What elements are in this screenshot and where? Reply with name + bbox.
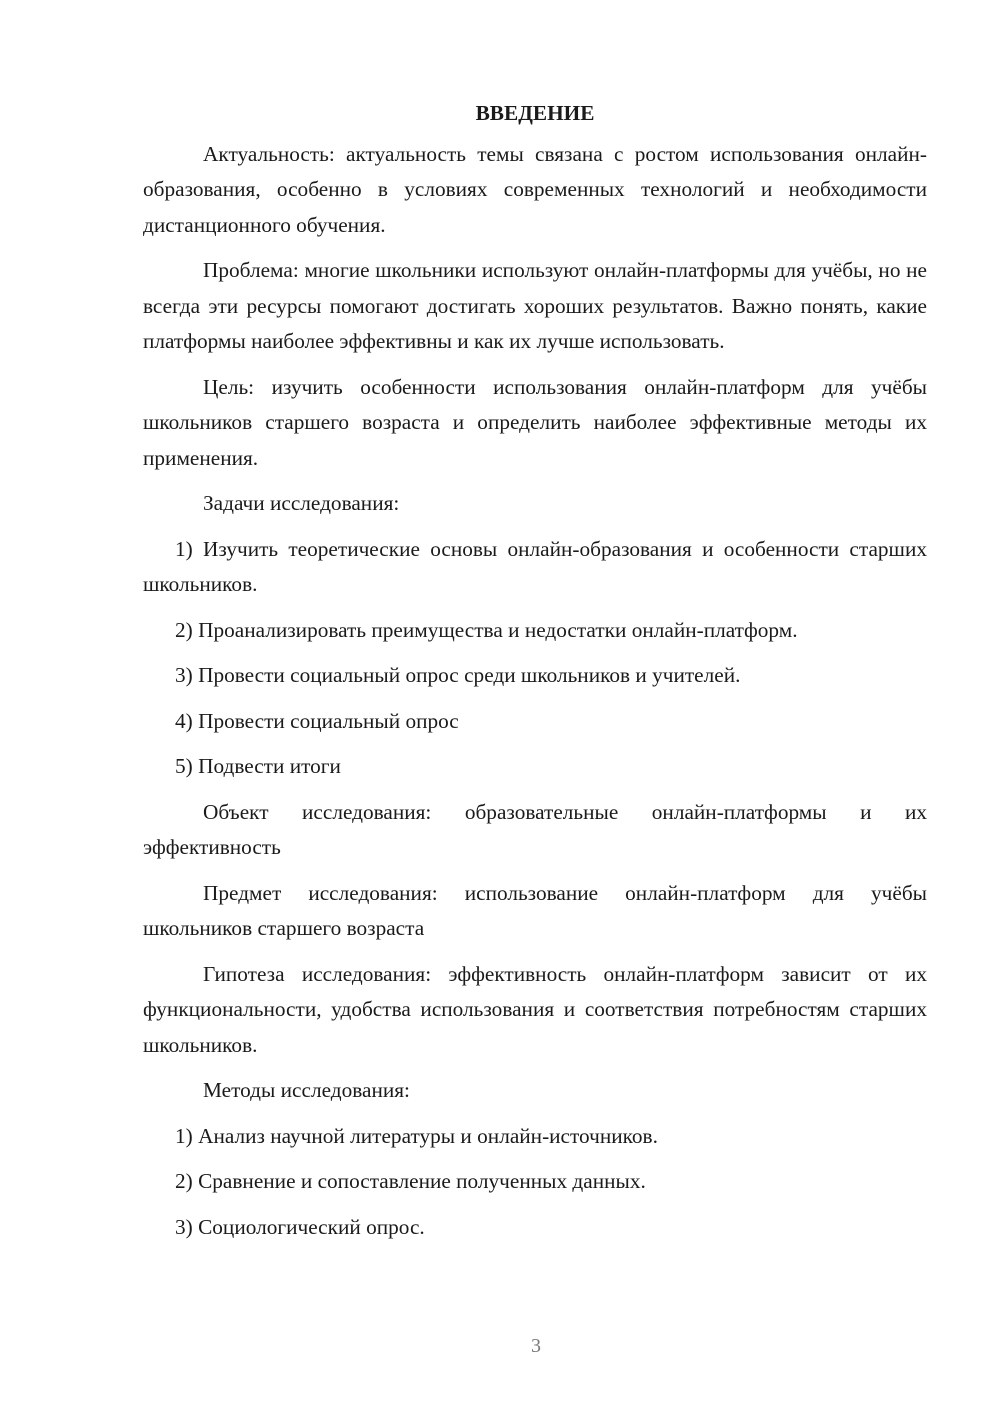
- method-item-1: 1) Анализ научной литературы и онлайн-источников.: [175, 1123, 658, 1148]
- task-item-1: 1) Изучить теоретические основы онлайн-образования и особенности старших школьников.: [143, 536, 927, 596]
- methods-title: Методы исследования:: [203, 1078, 410, 1102]
- tasks-title: Задачи исследования:: [203, 491, 400, 515]
- subject-paragraph: Предмет исследования: использование онлайн-платформ для учёбы школьников старшего возраста: [143, 880, 927, 940]
- hypothesis-paragraph: Гипотеза исследования: эффективность онлайн-платформ зависит от их функциональности, удобства использования и соответствия потребностям старших школьников.: [143, 961, 927, 1057]
- method-item-2: 2) Сравнение и сопоставление полученных данных.: [175, 1169, 646, 1193]
- section-heading: ВВЕДЕНИЕ: [475, 101, 595, 125]
- goal-paragraph: Цель: изучить особенности использования онлайн-платформ для учёбы школьников старшего возраста и определить наиболее эффективные методы их применения.: [143, 374, 927, 470]
- task-item-5: 5) Подвести итоги: [175, 754, 341, 778]
- object-paragraph: Объект исследования: образовательные онлайн-платформы и их эффективность: [143, 799, 927, 859]
- task-item-2: 2) Проанализировать преимущества и недостатки онлайн-платформ.: [175, 617, 798, 642]
- problem-paragraph: Проблема: многие школьники используют онлайн-платформы для учёбы, но не всегда эти ресурсы помогают достигать хороших результатов. Важно понять, какие платформы наиболее эффективны и как их лучше использовать.: [143, 258, 927, 353]
- relevance-paragraph: Актуальность: актуальность темы связана с ростом использования онлайн-образования, особенно в условиях современных технологий и необходимости дистанционного обучения.: [143, 141, 927, 237]
- method-item-3: 3) Социологический опрос.: [175, 1214, 425, 1239]
- page-content: [143, 96, 927, 1255]
- page-number: 3: [531, 1335, 541, 1357]
- task-item-3: 3) Провести социальный опрос среди школьников и учителей.: [175, 663, 741, 687]
- task-item-4: 4) Провести социальный опрос: [175, 708, 459, 733]
